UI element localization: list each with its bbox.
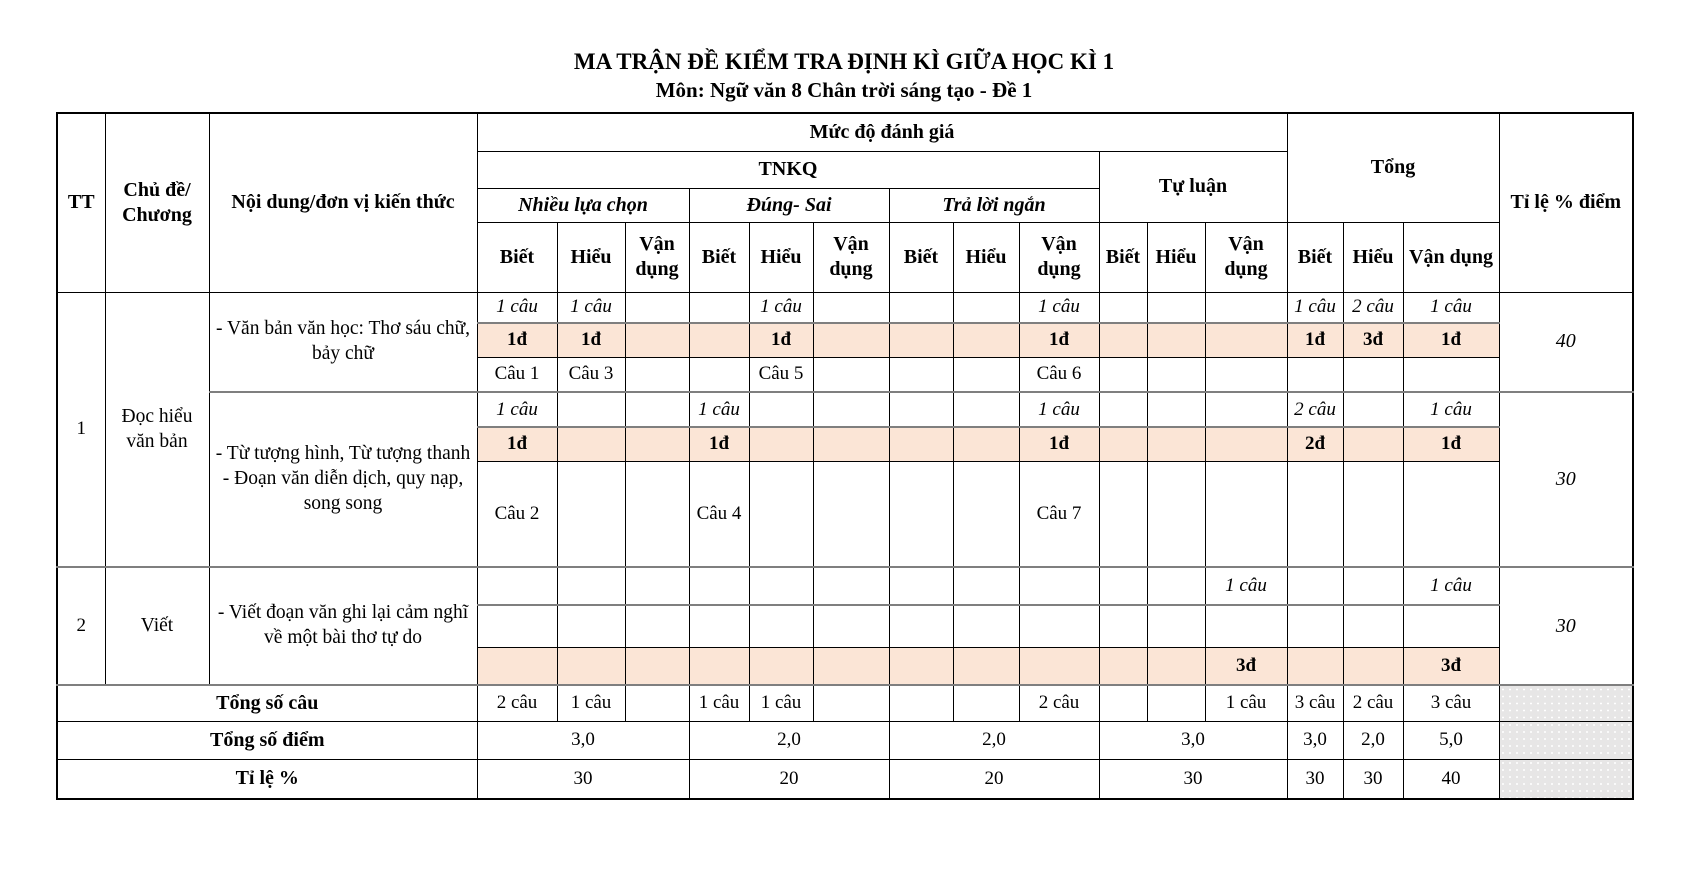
- matrix-cell: [1147, 567, 1205, 605]
- header-level-biet: Biết: [889, 222, 953, 292]
- matrix-cell: [953, 357, 1019, 392]
- matrix-cell: [1343, 357, 1403, 392]
- matrix-cell: 30: [477, 759, 689, 799]
- matrix-cell: 3 câu: [1403, 685, 1499, 721]
- matrix-cell: 1 câu: [689, 685, 749, 721]
- matrix-cell: [1099, 647, 1147, 685]
- matrix-cell: 5,0: [1403, 721, 1499, 759]
- matrix-cell: [1205, 461, 1287, 567]
- matrix-cell: [749, 461, 813, 567]
- matrix-cell: [1343, 427, 1403, 461]
- matrix-cell: [813, 685, 889, 721]
- shaded-cell: [1499, 759, 1633, 799]
- matrix-cell: [477, 605, 557, 647]
- row-number: 1: [57, 292, 105, 567]
- matrix-cell: 1đ: [749, 323, 813, 357]
- matrix-cell: [1099, 605, 1147, 647]
- matrix-cell: [1099, 427, 1147, 461]
- matrix-cell: [813, 427, 889, 461]
- matrix-cell: [557, 427, 625, 461]
- matrix-cell: [1287, 357, 1343, 392]
- matrix-cell: [557, 605, 625, 647]
- matrix-cell: [813, 647, 889, 685]
- matrix-cell: [625, 461, 689, 567]
- topic-doc-hieu: Đọc hiểu văn bản: [105, 292, 209, 567]
- header-group-tra-loi-ngan: Trả lời ngắn: [889, 188, 1099, 222]
- matrix-cell: [889, 427, 953, 461]
- matrix-cell: [813, 567, 889, 605]
- matrix-cell: 2đ: [1287, 427, 1343, 461]
- matrix-cell: [1147, 357, 1205, 392]
- matrix-cell: [689, 647, 749, 685]
- matrix-cell: [953, 392, 1019, 427]
- matrix-cell: [1403, 605, 1499, 647]
- matrix-cell: [477, 567, 557, 605]
- header-level-hieu: Hiểu: [749, 222, 813, 292]
- matrix-cell: [1343, 605, 1403, 647]
- matrix-cell: 1đ: [477, 427, 557, 461]
- matrix-cell: 2,0: [689, 721, 889, 759]
- matrix-cell: 1đ: [1287, 323, 1343, 357]
- matrix-cell: [1147, 292, 1205, 323]
- matrix-cell: [813, 392, 889, 427]
- matrix-cell: Câu 1: [477, 357, 557, 392]
- matrix-cell: [1147, 605, 1205, 647]
- matrix-cell: [1403, 357, 1499, 392]
- matrix-cell: [557, 392, 625, 427]
- matrix-cell: 3 câu: [1287, 685, 1343, 721]
- matrix-cell: [625, 567, 689, 605]
- exam-matrix-table: [56, 112, 1634, 800]
- matrix-cell: 1 câu: [1287, 292, 1343, 323]
- matrix-cell: 1 câu: [1205, 685, 1287, 721]
- matrix-cell: [889, 567, 953, 605]
- matrix-cell: [1147, 685, 1205, 721]
- header-level-hieu: Hiểu: [1343, 222, 1403, 292]
- header-level-biet: Biết: [1099, 222, 1147, 292]
- matrix-cell: [889, 647, 953, 685]
- content-tu-tuong-hinh: [209, 392, 477, 567]
- matrix-cell: [889, 392, 953, 427]
- matrix-cell: [1099, 323, 1147, 357]
- matrix-cell: 1đ: [1403, 323, 1499, 357]
- matrix-cell: 30: [1343, 759, 1403, 799]
- matrix-cell: [689, 605, 749, 647]
- matrix-cell: Câu 7: [1019, 461, 1099, 567]
- matrix-cell: [889, 292, 953, 323]
- header-tong: Tổng: [1287, 113, 1499, 222]
- matrix-cell: 1 câu: [749, 292, 813, 323]
- matrix-cell: 1 câu: [749, 685, 813, 721]
- matrix-cell: 1 câu: [557, 292, 625, 323]
- matrix-cell: 3đ: [1343, 323, 1403, 357]
- matrix-cell: [953, 685, 1019, 721]
- header-level-van-dung: Vận dụng: [625, 222, 689, 292]
- topic-viet: Viết: [105, 567, 209, 685]
- matrix-cell: [1019, 647, 1099, 685]
- matrix-cell: [1147, 427, 1205, 461]
- matrix-cell: [1099, 461, 1147, 567]
- matrix-cell: 2 câu: [477, 685, 557, 721]
- matrix-cell: [1205, 323, 1287, 357]
- matrix-cell: Câu 4: [689, 461, 749, 567]
- matrix-cell: 1đ: [1019, 323, 1099, 357]
- matrix-cell: Câu 3: [557, 357, 625, 392]
- matrix-cell: 3đ: [1403, 647, 1499, 685]
- matrix-cell: [1205, 357, 1287, 392]
- matrix-cell: 1 câu: [1019, 292, 1099, 323]
- matrix-cell: [477, 647, 557, 685]
- matrix-cell: [813, 292, 889, 323]
- header-level-hieu: Hiểu: [953, 222, 1019, 292]
- matrix-cell: [1343, 567, 1403, 605]
- matrix-cell: 1 câu: [1205, 567, 1287, 605]
- matrix-cell: [1099, 567, 1147, 605]
- content-viet-doan-van: - Viết đoạn văn ghi lại cảm nghĩ về một bài thơ tự do: [209, 567, 477, 685]
- matrix-cell: [1287, 461, 1343, 567]
- matrix-cell: [1205, 605, 1287, 647]
- matrix-cell: [1147, 647, 1205, 685]
- matrix-cell: [953, 461, 1019, 567]
- matrix-cell: [625, 647, 689, 685]
- matrix-cell: [625, 292, 689, 323]
- header-chu-de: Chủ đề/ Chương: [105, 113, 209, 292]
- matrix-cell: [1403, 461, 1499, 567]
- matrix-cell: [813, 357, 889, 392]
- header-tu-luan: Tự luận: [1099, 151, 1287, 222]
- matrix-cell: [557, 567, 625, 605]
- matrix-cell: [889, 461, 953, 567]
- matrix-cell: [953, 647, 1019, 685]
- matrix-cell: [1099, 292, 1147, 323]
- header-group-dung-sai: Đúng- Sai: [689, 188, 889, 222]
- matrix-cell: 3,0: [1099, 721, 1287, 759]
- matrix-cell: 1đ: [477, 323, 557, 357]
- matrix-cell: [749, 392, 813, 427]
- percentage-label: Tỉ lệ %: [57, 759, 477, 799]
- matrix-cell: [1205, 292, 1287, 323]
- matrix-cell: 1 câu: [1403, 567, 1499, 605]
- matrix-cell: [625, 392, 689, 427]
- matrix-cell: 2 câu: [1287, 392, 1343, 427]
- row-number: 2: [57, 567, 105, 685]
- matrix-cell: [889, 323, 953, 357]
- shaded-cell: [1499, 721, 1633, 759]
- matrix-cell: 2 câu: [1019, 685, 1099, 721]
- document-subtitle: Môn: Ngữ văn 8 Chân trời sáng tạo - Đề 1: [655, 78, 1033, 103]
- matrix-cell: [1205, 427, 1287, 461]
- header-level-hieu: Hiểu: [1147, 222, 1205, 292]
- matrix-cell: [1147, 323, 1205, 357]
- header-tt: TT: [57, 113, 105, 292]
- matrix-cell: [1343, 461, 1403, 567]
- percent-cell: 30: [1499, 567, 1633, 685]
- matrix-cell: 1đ: [1019, 427, 1099, 461]
- matrix-cell: [625, 357, 689, 392]
- matrix-cell: [1019, 567, 1099, 605]
- total-questions-label: Tổng số câu: [57, 685, 477, 721]
- matrix-cell: 1 câu: [1403, 392, 1499, 427]
- header-level-van-dung: Vận dụng: [1403, 222, 1499, 292]
- matrix-cell: 1 câu: [477, 392, 557, 427]
- matrix-cell: [813, 605, 889, 647]
- matrix-cell: [749, 427, 813, 461]
- matrix-cell: [625, 605, 689, 647]
- header-level-biet: Biết: [477, 222, 557, 292]
- matrix-cell: [689, 292, 749, 323]
- matrix-cell: 2,0: [1343, 721, 1403, 759]
- matrix-cell: 2 câu: [1343, 292, 1403, 323]
- matrix-cell: Câu 6: [1019, 357, 1099, 392]
- matrix-cell: 2,0: [889, 721, 1099, 759]
- header-ti-le-diem: Tỉ lệ % điểm: [1499, 113, 1633, 292]
- matrix-cell: [1287, 605, 1343, 647]
- matrix-cell: 3đ: [1205, 647, 1287, 685]
- matrix-cell: [749, 647, 813, 685]
- header-level-hieu: Hiểu: [557, 222, 625, 292]
- matrix-cell: [749, 567, 813, 605]
- matrix-cell: [889, 605, 953, 647]
- matrix-cell: [953, 605, 1019, 647]
- matrix-cell: [1019, 605, 1099, 647]
- matrix-cell: [1343, 647, 1403, 685]
- total-points-label: Tổng số điểm: [57, 721, 477, 759]
- matrix-cell: 40: [1403, 759, 1499, 799]
- shaded-cell: [1499, 685, 1633, 721]
- matrix-cell: 20: [889, 759, 1099, 799]
- matrix-cell: 20: [689, 759, 889, 799]
- content-line: - Từ tượng hình, Từ tượng thanh: [215, 443, 471, 465]
- matrix-cell: 1đ: [1403, 427, 1499, 461]
- matrix-cell: [625, 685, 689, 721]
- header-muc-do-danh-gia: Mức độ đánh giá: [477, 113, 1287, 151]
- matrix-cell: 3,0: [1287, 721, 1343, 759]
- document-title: MA TRẬN ĐỀ KIỂM TRA ĐỊNH KÌ GIỮA HỌC KÌ 1: [573, 49, 1115, 74]
- matrix-cell: [557, 461, 625, 567]
- matrix-cell: 30: [1099, 759, 1287, 799]
- matrix-cell: [1287, 647, 1343, 685]
- matrix-cell: Câu 2: [477, 461, 557, 567]
- matrix-cell: [1287, 567, 1343, 605]
- percent-cell: 30: [1499, 392, 1633, 567]
- matrix-cell: [689, 567, 749, 605]
- matrix-cell: 1đ: [689, 427, 749, 461]
- matrix-cell: 1đ: [557, 323, 625, 357]
- percent-cell: 40: [1499, 292, 1633, 392]
- matrix-cell: [1147, 392, 1205, 427]
- matrix-cell: [953, 427, 1019, 461]
- matrix-cell: [953, 292, 1019, 323]
- matrix-cell: [749, 605, 813, 647]
- matrix-cell: [625, 323, 689, 357]
- header-noi-dung: Nội dung/đơn vị kiến thức: [209, 113, 477, 292]
- matrix-cell: 1 câu: [477, 292, 557, 323]
- matrix-cell: [689, 357, 749, 392]
- matrix-cell: 2 câu: [1343, 685, 1403, 721]
- matrix-cell: [689, 323, 749, 357]
- matrix-cell: 1 câu: [689, 392, 749, 427]
- matrix-cell: 1 câu: [1019, 392, 1099, 427]
- header-level-biet: Biết: [1287, 222, 1343, 292]
- matrix-cell: Câu 5: [749, 357, 813, 392]
- matrix-cell: [1147, 461, 1205, 567]
- matrix-cell: 1 câu: [557, 685, 625, 721]
- matrix-cell: 1 câu: [1403, 292, 1499, 323]
- content-van-ban-van-hoc: - Văn bản văn học: Thơ sáu chữ, bảy chữ: [209, 292, 477, 392]
- matrix-cell: [1099, 685, 1147, 721]
- matrix-cell: [1099, 392, 1147, 427]
- matrix-cell: [813, 323, 889, 357]
- matrix-cell: [813, 461, 889, 567]
- header-level-van-dung: Vận dụng: [1019, 222, 1099, 292]
- content-line: - Đoạn văn diễn dịch, quy nạp, song song: [222, 468, 464, 515]
- matrix-cell: 30: [1287, 759, 1343, 799]
- header-level-van-dung: Vận dụng: [813, 222, 889, 292]
- matrix-cell: [557, 647, 625, 685]
- matrix-cell: [889, 357, 953, 392]
- header-level-biet: Biết: [689, 222, 749, 292]
- matrix-cell: [1205, 392, 1287, 427]
- matrix-cell: [1099, 357, 1147, 392]
- matrix-cell: [625, 427, 689, 461]
- header-level-van-dung: Vận dụng: [1205, 222, 1287, 292]
- matrix-cell: [953, 323, 1019, 357]
- header-group-nhieu-lua-chon: Nhiều lựa chọn: [477, 188, 689, 222]
- header-tnkq: TNKQ: [477, 151, 1099, 188]
- matrix-cell: [889, 685, 953, 721]
- matrix-cell: 3,0: [477, 721, 689, 759]
- matrix-cell: [1343, 392, 1403, 427]
- matrix-cell: [953, 567, 1019, 605]
